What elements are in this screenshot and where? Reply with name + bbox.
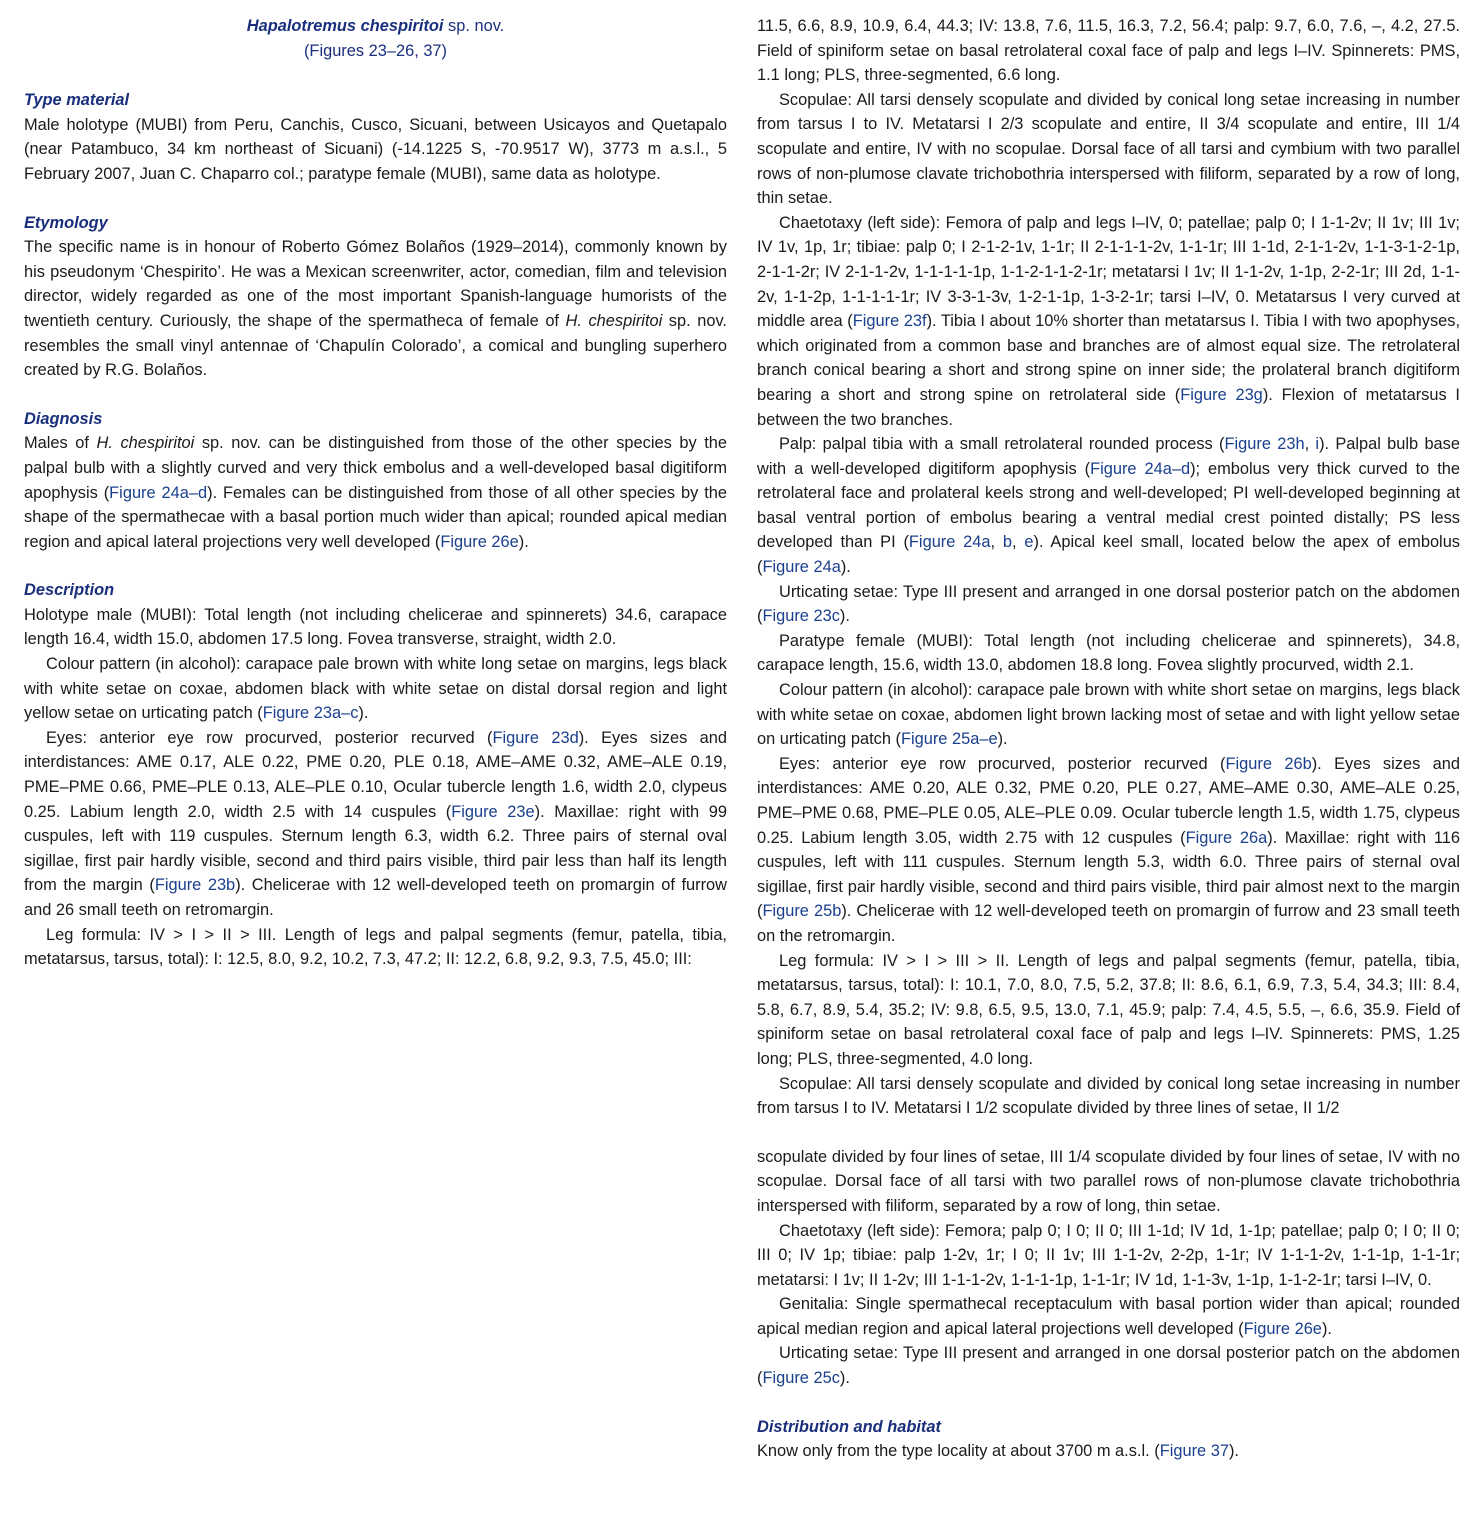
- scopulae-paragraph: Scopulae: All tarsi densely scopulate and divided by conical long setae increasing in number from tarsus I to IV. Metatarsi I 2/3 scopulate and entire, II 3/4 scopulate and entire, III 1/4 scopulate and entire, IV with no scopulae. Dorsal face of all tarsi and cymbium with two parallel rows of non-plumose clavate trichobothria interspersed with filiform, separated by a row of long, thin setae.: [757, 90, 1460, 208]
- paratype-leg-paragraph: Leg formula: IV > I > III > II. Length of legs and palpal segments (femur, patella, tibia, metatarsus, tarsus, total): I: 10.1, 7.0, 8.0, 7.5, 5.2, 37.8; II: 8.6, 6.1, 6.9, 7.3, 5.4, 34.3; III: 8.4, 5.8, 6.7, 8.9, 5.4, 35.2; IV: 9.8, 6.5, 9.5, 13.0, 7.1, 45.9; palp: 7.4, 4.5, 5.5, –, 6.6, 35.9. Field of spiniform setae on basal retrolateral coxal face of palp and legs I–IV. Spinnerets: PMS, 1.25 long; PLS, three-segmented, 4.0 long.: [757, 951, 1460, 1068]
- paratype-eyes-paragraph: [757, 752, 1460, 949]
- text-run: ,: [1012, 533, 1025, 552]
- text-run: Colour pattern (in alcohol): carapace pale brown with white long setae on margins, legs black with white setae on coxae, abdomen black with white setae on distal dorsal region and light yellow setae on urticating patch (: [24, 655, 727, 723]
- right-column: [757, 14, 1460, 1464]
- figure-link[interactable]: Figure 26a: [1185, 828, 1268, 847]
- colour-paragraph: [24, 652, 727, 726]
- text-run: sp. nov. can be distinguished from those of the other species by the palpal bulb with a slightly curved and very thick embolus and a well-developed basal digitiform apophysis (: [24, 434, 727, 502]
- species-title: [24, 14, 727, 39]
- text-run: Urticating setae: Type III present and arranged in one dorsal posterior patch on the abdomen (: [757, 582, 1460, 626]
- urticating-paragraph: [757, 580, 1460, 629]
- distribution-section: [757, 1415, 1460, 1464]
- species-name: Hapalotremus chespiritoi: [246, 17, 444, 35]
- title-figures-link[interactable]: (Figures 23–26, 37): [303, 41, 448, 60]
- paratype-paragraph: Paratype female (MUBI): Total length (not including chelicerae and spinnerets), 34.8, carapace length, 15.6, width 13.0, abdomen 18.8 long. Fovea slightly procurved, width 2.1.: [757, 631, 1460, 675]
- text-run: Genitalia: Single spermathecal receptaculum with basal portion wider than apical; rounded apical median region and apical lateral projections well developed (: [757, 1295, 1460, 1338]
- text-run: ).: [1321, 1319, 1332, 1338]
- figure-link[interactable]: Figure 23e: [451, 802, 535, 821]
- text-run: Eyes: anterior eye row procurved, posterior recurved (: [46, 728, 493, 747]
- distribution-heading: Distribution and habitat: [757, 1417, 941, 1436]
- text-run: ).: [839, 1369, 850, 1388]
- figure-link[interactable]: Figure 23c: [762, 607, 840, 626]
- text-run: ). Palpal bulb base with a well-developed digitiform apophysis (: [757, 435, 1460, 478]
- text-run: ). Tibia I about 10% shorter than metatarsus I. Tibia I with two apophyses, which originated from a common base and branches are of almost equal size. The retrolateral branch conical bearing a short and strong spine on inner side; the prolateral branch digitiform bearing a short and strong spine on retrolateral side (: [757, 312, 1461, 404]
- diagnosis-text: [24, 431, 727, 554]
- description-section: [24, 578, 727, 972]
- text-run: ). Maxillae: right with 116 cuspules, left with 111 cuspules. Sternum length 5.3, width 6.0. Three pairs of sternal oval sigillae, first pair hardly visible, second and third pairs visible, third pair almost next to the margin (: [757, 828, 1460, 921]
- description-heading: Description: [24, 581, 115, 600]
- type-material-heading: Type material: [24, 91, 130, 110]
- figure-link[interactable]: Figure 26e: [440, 532, 519, 551]
- palp-paragraph: [757, 432, 1460, 580]
- figure-link[interactable]: Figure 23h: [1224, 435, 1305, 454]
- figure-link[interactable]: Figure 37: [1159, 1442, 1229, 1461]
- text-run: ). Chelicerae with 12 well-developed teeth on promargin of furrow and 26 small teeth on retromargin.: [24, 876, 727, 919]
- figure-link[interactable]: Figure 23a–c: [262, 704, 359, 723]
- figure-link[interactable]: i: [1315, 435, 1320, 454]
- text-run: ). Eyes sizes and interdistances: AME 0.20, ALE 0.32, PME 0.20, PLE 0.27, AME–AME 0.30, AME–ALE 0.25, PME–PME 0.68, PME–PLE 0.05, ALE–PLE 0.09. Ocular tubercle length 1.5, width 1.75, clypeus 0.25. Labium length 3.05, width 2.75 with 12 cuspules (: [757, 754, 1460, 847]
- text-run: Urticating setae: Type III present and arranged in one dorsal posterior patch on the abdomen (: [757, 1344, 1460, 1388]
- leg-formula-continued: 11.5, 6.6, 8.9, 10.9, 6.4, 44.3; IV: 13.8, 7.6, 11.5, 16.3, 7.2, 56.4; palp: 9.7, 6.0, 7.6, –, 4.2, 27.5. Field of spiniform setae on basal retrolateral coxal face of palp and legs I–IV. Spinnerets: PMS, 1.1 long; PLS, three-segmented, 6.6 long.: [757, 17, 1460, 85]
- paratype-scopulae-continued: scopulate divided by four lines of setae, III 1/4 scopulate divided by four lines of setae, IV with no scopulae. Dorsal face of all tarsi with two parallel rows of non-plumose clavate trichobothria interspersed with filiform, separated by a row of long, thin setae.: [757, 1147, 1460, 1215]
- text-run: The specific name is in honour of Roberto Gómez Bolaños (1929–2014), commonly known by his pseudonym ‘Chespirito’. He was a Mexican screenwriter, actor, comedian, film and television director, widely regarded as one of the most important Spanish-language humorists of the twentieth century. Curiously, the shape of the spermatheca of female of: [24, 238, 727, 330]
- figure-link[interactable]: Figure 24a: [908, 533, 991, 552]
- species-suffix: sp. nov.: [443, 17, 505, 35]
- text-run: ).: [1228, 1442, 1239, 1461]
- paratype-urticating-paragraph: [757, 1341, 1460, 1390]
- etymology-section: [24, 211, 727, 383]
- text-run: ). Maxillae: right with 99 cuspules, left with 119 cuspules. Sternum length 6.3, width 6.2. Three pairs of sternal oval sigillae, first pair hardly visible, second and third pairs visible, third pair less than half its length from the margin (: [24, 802, 727, 895]
- text-run: ,: [990, 533, 1003, 552]
- text-run: Chaetotaxy (left side): Femora of palp and legs I–IV, 0; patellae; palp 0; I 1-1-2v; II 1v; III 1v; IV 1v, 1p, 1r; tibiae: palp 0; I 2-1-2-1v, 1-1r; II 2-1-1-1-2v, 1-1-1r; III 1-1d, 2-1-1-2v, 1-1-3-1-2-1p, 2-1-1-2r; IV 2-1-1-2v, 1-1-1-1-1p, 1-1-2-1-1-2-1r; metatarsi I 1v; II 1-1-2v, 1-1p, 2-2-1r; III 2d, 1-1-2v, 1-1-2p, 1-1-1-1-1r; IV 3-3-1-3v, 1-2-1-1p, 1-3-2-1r; tarsi I–IV, 0. Metatarsus I very curved at middle area (: [757, 213, 1460, 331]
- left-column: [24, 14, 727, 972]
- paratype-chaetotaxy-paragraph: Chaetotaxy (left side): Femora; palp 0; I 0; II 0; III 1-1d; IV 1d, 1-1p; patellae; palp 0; I 0; II 0; III 0; IV 1p; tibiae: palp 1-2v, 1r; I 0; II 1v; III 1-1-2v, 2-2p, 1-1r; IV 1-1-1-2v, 1-1-1p, 1-1-1r; metatarsi: I 1v; II 1-2v; III 1-1-1-2v, 1-1-1-1p, 1-1-1r; IV 1d, 1-1-3v, 1-1p, 1-1-2-1r; tarsi I–IV, 0.: [757, 1221, 1460, 1289]
- figure-link[interactable]: Figure 26b: [1225, 754, 1312, 773]
- type-material-text: Male holotype (MUBI) from Peru, Canchis, Cusco, Sicuani, between Usicayos and Quetapalo (near Patambuco, 34 km northeast of Sicuani) (-14.1225 S, -70.9517 W), 3773 m a.s.l., 5 February 2007, Juan C. Chaparro col.; paratype female (MUBI), same data as holotype.: [24, 115, 727, 183]
- text-run: ). Apical keel small, located below the apex of embolus (: [757, 533, 1461, 577]
- type-material-section: [24, 88, 727, 186]
- figure-link[interactable]: Figure 23d: [492, 728, 579, 747]
- text-run: ). Flexion of metatarsus I between the two branches.: [757, 385, 1460, 429]
- species-italic: H. chespiritoi: [565, 311, 663, 330]
- figure-link[interactable]: b: [1002, 533, 1013, 552]
- figure-link[interactable]: Figure 25c: [762, 1369, 840, 1388]
- text-run: ). Eyes sizes and interdistances: AME 0.17, ALE 0.22, PME 0.20, PLE 0.18, AME–AME 0.32, AME–ALE 0.19, PME–PME 0.66, PME–PLE 0.13, ALE–PLE 0.10, Ocular tubercle length 1.6, width 2.0, clypeus 0.25. Labium length 2.0, width 2.5 with 14 cuspules (: [24, 728, 727, 821]
- figure-link[interactable]: Figure 25b: [762, 902, 842, 921]
- figure-link[interactable]: Figure 24a–d: [1090, 459, 1191, 478]
- text-run: Colour pattern (in alcohol): carapace pale brown with white short setae on margins, legs black with white setae on coxae, abdomen light brown lacking most of setae and with light yellow setae on urticating patch (: [757, 681, 1460, 749]
- species-italic: H. chespiritoi: [96, 434, 195, 453]
- text-run: ); embolus very thick curved to the retrolateral face and prolateral keels strong and well-developed; PI well-developed beginning at basal ventral portion of embolus bearing a ventral medial crest pointed distally; PS less developed than PI (: [757, 459, 1460, 552]
- etymology-heading: Etymology: [24, 213, 108, 232]
- figure-link[interactable]: Figure 23f: [852, 312, 927, 331]
- text-run: ).: [358, 704, 369, 723]
- figure-link[interactable]: Figure 24a–d: [109, 483, 208, 502]
- text-run: sp. nov. resembles the small vinyl antennae of ‘Chapulín Colorado’, a comical and bungling superhero created by R.G. Bolaños.: [24, 311, 727, 380]
- figure-link[interactable]: e: [1024, 533, 1034, 552]
- paratype-colour-paragraph: [757, 678, 1460, 752]
- text-run: ). Chelicerae with 12 well-developed teeth on promargin of furrow and 23 small teeth on the retromargin.: [757, 902, 1460, 945]
- text-run: Males of: [24, 434, 97, 453]
- text-run: ,: [1304, 435, 1316, 454]
- figure-link[interactable]: Figure 25a–e: [900, 730, 998, 749]
- text-run: Eyes: anterior eye row procurved, posterior recurved (: [779, 754, 1226, 773]
- text-run: ).: [518, 532, 529, 551]
- distribution-text: [757, 1439, 1460, 1464]
- eyes-paragraph: [24, 726, 727, 923]
- text-run: ).: [997, 730, 1008, 749]
- text-run: ).: [840, 558, 851, 577]
- paratype-scopulae-paragraph: Scopulae: All tarsi densely scopulate and divided by conical long setae increasing in number from tarsus I to IV. Metatarsi I 1/2 scopulate divided by three lines of setae, II 1/2: [757, 1074, 1460, 1118]
- genitalia-paragraph: [757, 1292, 1460, 1341]
- diagnosis-section: [24, 407, 727, 555]
- etymology-text: [24, 235, 727, 383]
- figure-link[interactable]: Figure 23b: [154, 876, 236, 895]
- text-run: Know only from the type locality at about 3700 m a.s.l. (: [757, 1442, 1160, 1461]
- figure-link[interactable]: Figure 23g: [1180, 385, 1263, 404]
- figure-link[interactable]: Figure 26e: [1243, 1319, 1322, 1338]
- chaetotaxy-paragraph: [757, 211, 1460, 432]
- leg-formula-paragraph: Leg formula: IV > I > II > III. Length of legs and palpal segments (femur, patella, tibia, metatarsus, tarsus, total): I: 12.5, 8.0, 9.2, 10.2, 7.3, 47.2; II: 12.2, 6.8, 9.2, 9.3, 7.5, 45.0; III:: [24, 925, 727, 969]
- page-break-gap: [757, 1121, 1460, 1145]
- text-run: ).: [839, 607, 850, 626]
- holotype-paragraph: Holotype male (MUBI): Total length (not including chelicerae and spinnerets) 34.6, carapace length 16.4, width 15.0, abdomen 17.5 long. Fovea transverse, straight, width 2.0.: [24, 605, 727, 649]
- text-run: ). Females can be distinguished from those of all other species by the shape of the spermathecae with a basal portion much wider than apical; rounded apical median region and apical lateral projections very well developed (: [24, 483, 728, 551]
- text-run: Palp: palpal tibia with a small retrolateral rounded process (: [779, 435, 1225, 454]
- diagnosis-heading: Diagnosis: [24, 409, 103, 428]
- figure-link[interactable]: Figure 24a: [762, 558, 841, 577]
